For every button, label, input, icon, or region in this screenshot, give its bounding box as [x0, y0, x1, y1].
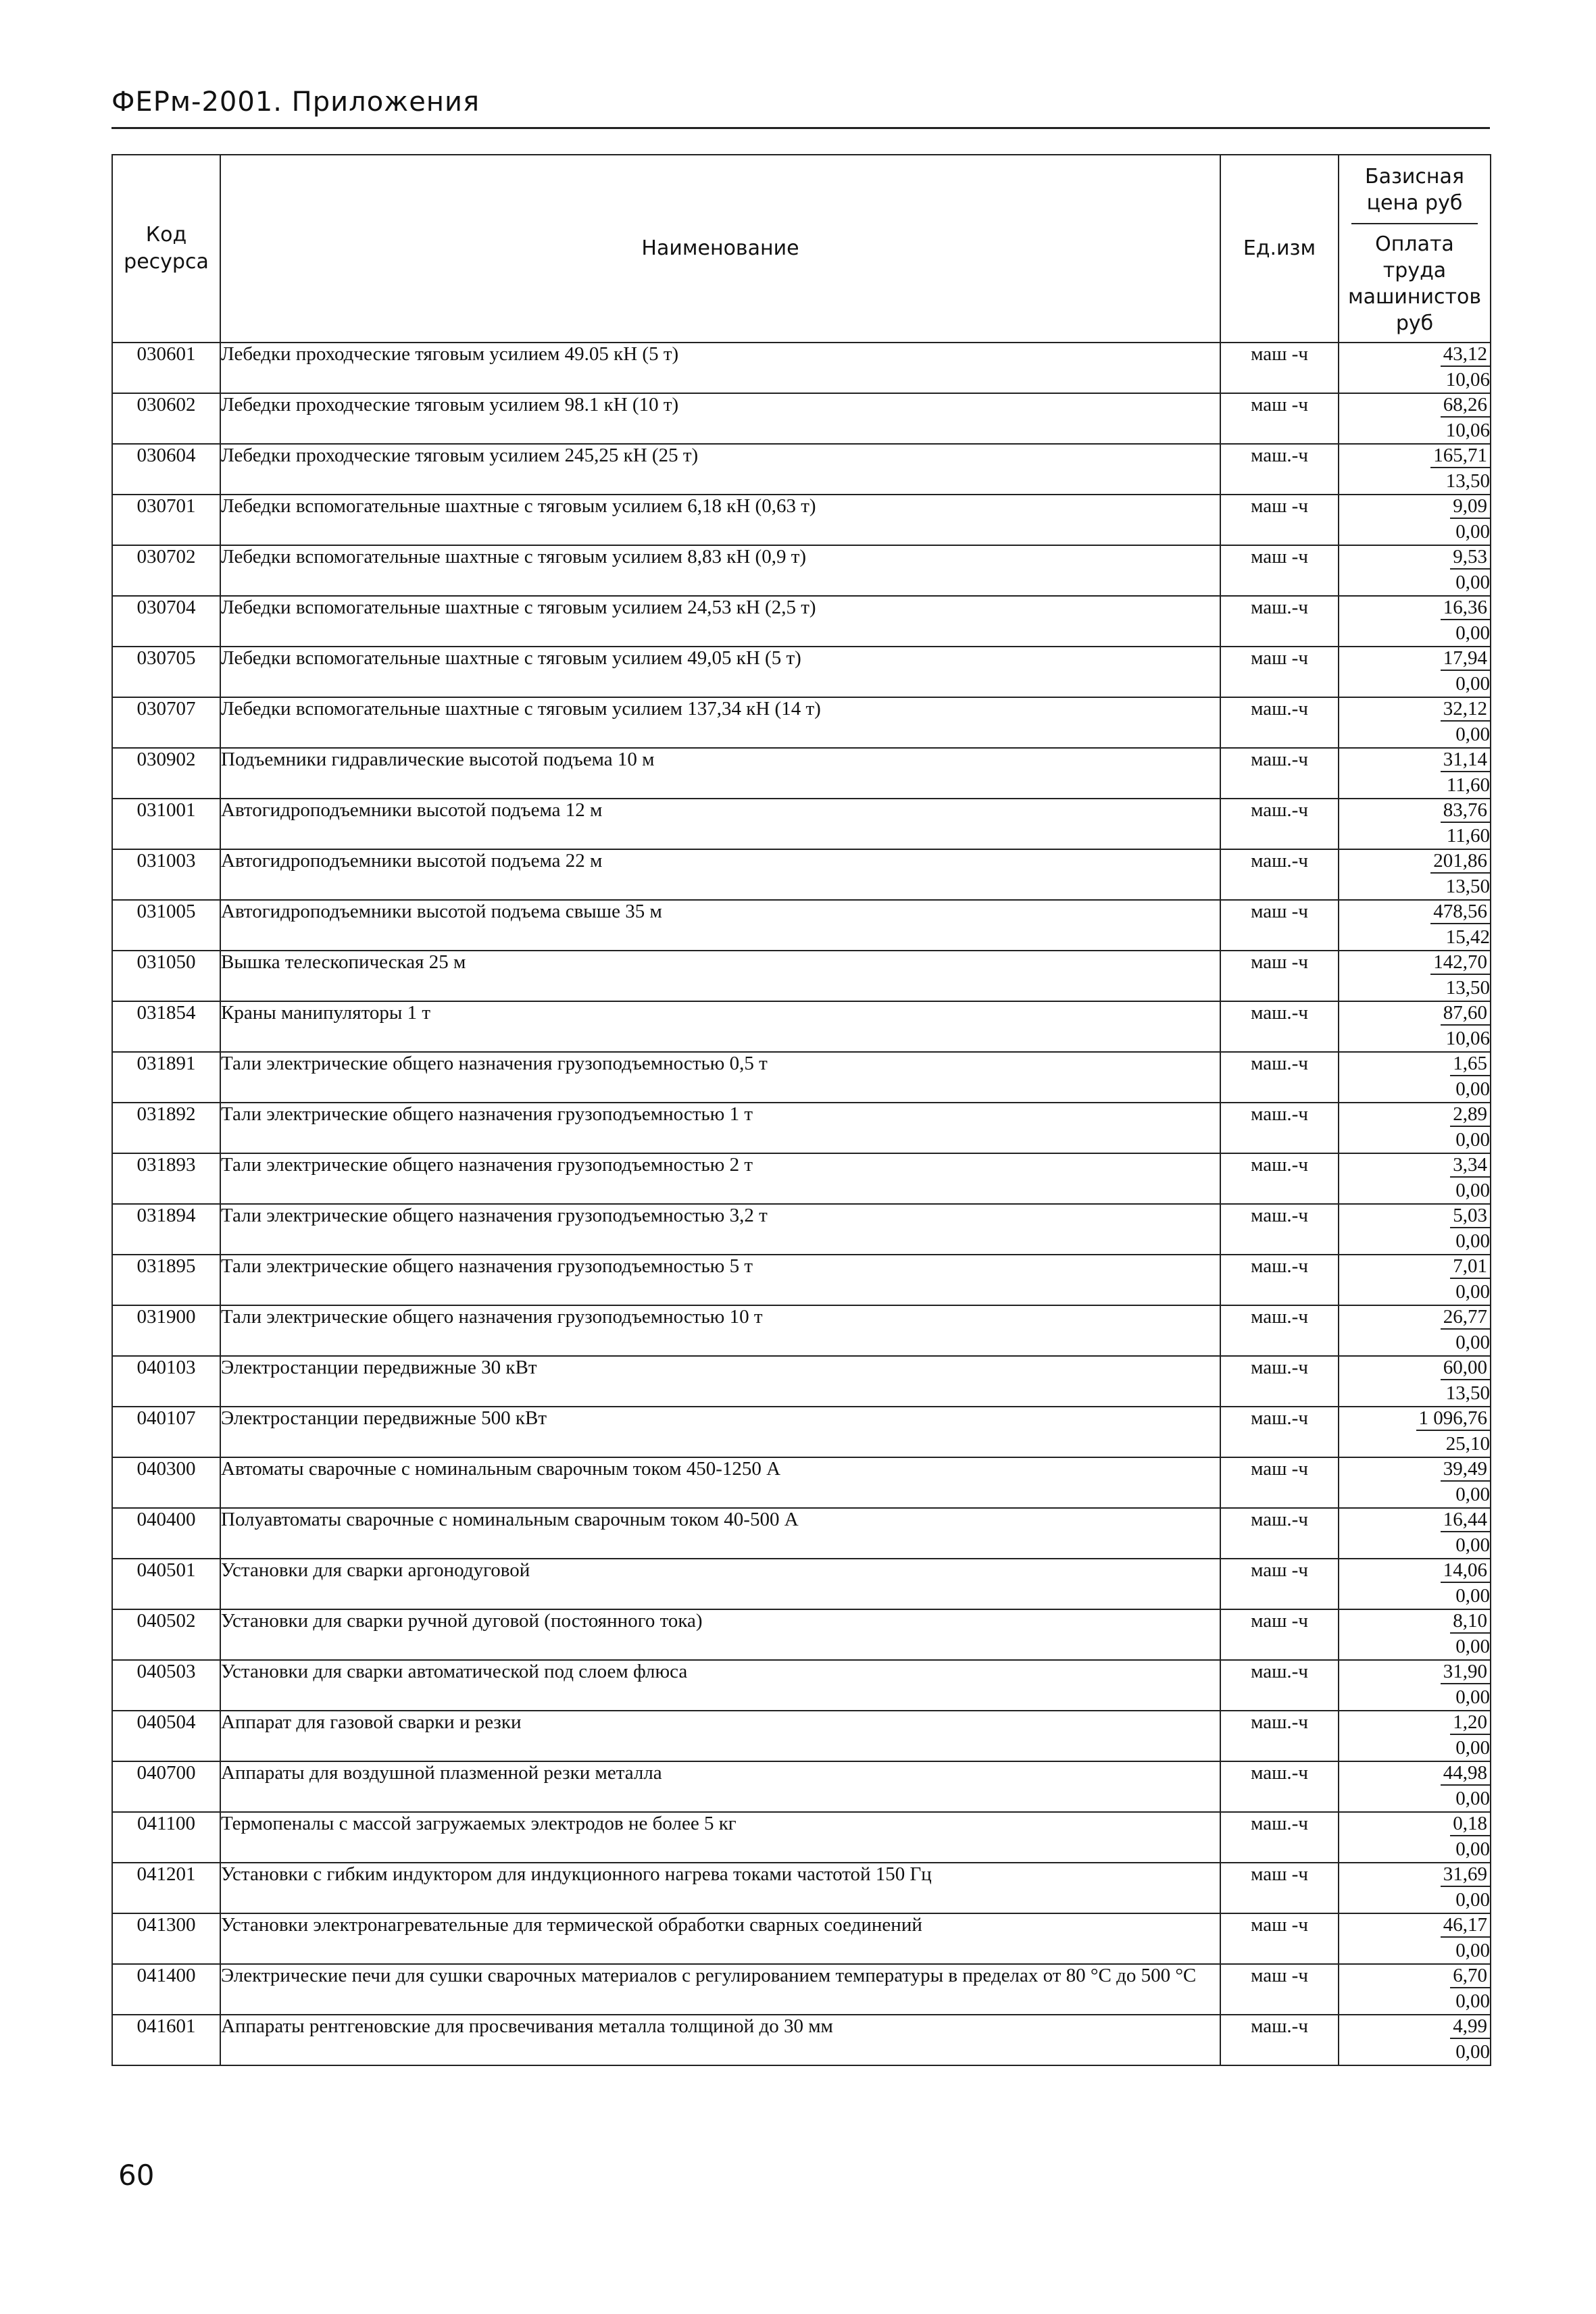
base-price: 31,14: [1441, 749, 1490, 772]
operator-labor-cost: 15,42: [1445, 926, 1490, 949]
resource-unit: маш -ч: [1220, 495, 1339, 545]
base-price: 17,94: [1441, 647, 1490, 671]
document-title: ФЕРм-2001. Приложения: [111, 86, 480, 118]
resource-unit: маш.-ч: [1220, 1356, 1339, 1407]
resource-name: Установки для сварки автоматической под слоем флюса: [220, 1660, 1220, 1711]
resource-unit: маш.-ч: [1220, 1204, 1339, 1255]
resource-name: Аппараты рентгеновские для просвечивания металла толщиной до 30 мм: [220, 2015, 1220, 2065]
base-price: 7,01: [1450, 1255, 1490, 1279]
base-price-wrap: [1339, 1154, 1490, 1178]
resource-name: Подъемники гидравлические высотой подъема 10 м: [220, 748, 1220, 799]
base-price: 46,17: [1441, 1914, 1490, 1938]
resource-name: Лебедки вспомогательные шахтные с тяговым усилием 6,18 кН (0,63 т): [220, 495, 1220, 545]
resource-unit: маш -ч: [1220, 1457, 1339, 1508]
resource-price-cell: [1339, 343, 1491, 393]
resource-price-cell: [1339, 1812, 1491, 1863]
table-row: [112, 596, 1491, 647]
operator-labor-cost: 11,60: [1446, 774, 1490, 797]
base-price-wrap: [1339, 1762, 1490, 1786]
resource-unit: маш.-ч: [1220, 1660, 1339, 1711]
base-price-wrap: [1339, 749, 1490, 772]
resource-code: 031893: [112, 1153, 220, 1204]
resource-code: 040502: [112, 1609, 220, 1660]
table-row: [112, 495, 1491, 545]
resource-name: Тали электрические общего назначения грузоподъемностью 2 т: [220, 1153, 1220, 1204]
base-price-wrap: [1339, 1914, 1490, 1938]
table-row: [112, 2015, 1491, 2065]
table-row: [112, 1711, 1491, 1761]
base-price-wrap: [1339, 1965, 1490, 1988]
base-price: 0,18: [1450, 1813, 1490, 1836]
operator-labor-cost: 10,06: [1445, 420, 1490, 442]
resource-unit: маш.-ч: [1220, 1761, 1339, 1812]
resource-name: Лебедки проходческие тяговым усилием 98.1 кН (10 т): [220, 393, 1220, 444]
table-row: [112, 343, 1491, 393]
resource-unit: маш.-ч: [1220, 799, 1339, 849]
table-header-row: [112, 155, 1491, 343]
resource-code: 031005: [112, 900, 220, 951]
operator-labor-cost: 11,60: [1446, 825, 1490, 847]
table-row: [112, 1508, 1491, 1559]
base-price-wrap: [1339, 1255, 1490, 1279]
resource-name: Автоматы сварочные с номинальным сварочным током 450-1250 А: [220, 1457, 1220, 1508]
base-price-wrap: [1339, 343, 1490, 367]
resource-name: Аппараты для воздушной плазменной резки металла: [220, 1761, 1220, 1812]
resource-name: Вышка телескопическая 25 м: [220, 951, 1220, 1001]
base-price-wrap: [1339, 1509, 1490, 1532]
page-number: 60: [118, 2159, 155, 2192]
resource-unit: маш.-ч: [1220, 849, 1339, 900]
operator-labor-cost: 0,00: [1455, 1484, 1490, 1506]
resource-name: Установки для сварки аргонодуговой: [220, 1559, 1220, 1609]
base-price-wrap: [1339, 951, 1490, 975]
resource-name: Лебедки вспомогательные шахтные с тяговым усилием 24,53 кН (2,5 т): [220, 596, 1220, 647]
base-price: 68,26: [1441, 394, 1490, 418]
resource-unit: маш -ч: [1220, 900, 1339, 951]
resource-code: 040107: [112, 1407, 220, 1457]
base-price-wrap: [1339, 2015, 1490, 2039]
operator-labor-cost: 0,00: [1455, 1078, 1490, 1101]
resource-name: Электростанции передвижные 30 кВт: [220, 1356, 1220, 1407]
resource-unit: маш.-ч: [1220, 748, 1339, 799]
table-row: [112, 849, 1491, 900]
table-row: [112, 444, 1491, 495]
table-row: [112, 1559, 1491, 1609]
base-price-wrap: [1339, 647, 1490, 671]
table-row: [112, 1001, 1491, 1052]
resource-price-cell: [1339, 697, 1491, 748]
resource-price-cell: [1339, 1052, 1491, 1103]
operator-labor-cost: 10,06: [1445, 369, 1490, 391]
resource-code: 030602: [112, 393, 220, 444]
operator-labor-cost: 0,00: [1455, 1180, 1490, 1202]
base-price: 9,09: [1450, 495, 1490, 519]
operator-labor-cost: 0,00: [1455, 1230, 1490, 1253]
resource-price-cell: [1339, 1711, 1491, 1761]
base-price: 26,77: [1441, 1306, 1490, 1330]
base-price-wrap: [1339, 698, 1490, 722]
resource-price-cell: [1339, 1001, 1491, 1052]
table-row: [112, 647, 1491, 697]
resource-name: Термопеналы с массой загружаемых электродов не более 5 кг: [220, 1812, 1220, 1863]
resource-code: 030604: [112, 444, 220, 495]
resource-unit: маш -ч: [1220, 1964, 1339, 2015]
resource-name: Полуавтоматы сварочные с номинальным сварочным током 40-500 А: [220, 1508, 1220, 1559]
resource-name: Тали электрические общего назначения грузоподъемностью 3,2 т: [220, 1204, 1220, 1255]
resource-unit: маш -ч: [1220, 1863, 1339, 1913]
resource-code: 041400: [112, 1964, 220, 2015]
resource-price-cell: [1339, 1863, 1491, 1913]
resource-unit: маш.-ч: [1220, 1052, 1339, 1103]
resource-code: 031900: [112, 1305, 220, 1356]
base-price-wrap: [1339, 445, 1490, 468]
operator-labor-cost: 0,00: [1455, 2041, 1490, 2063]
resource-code: 040103: [112, 1356, 220, 1407]
resource-price-cell: [1339, 748, 1491, 799]
base-price-wrap: [1339, 394, 1490, 418]
resource-code: 040503: [112, 1660, 220, 1711]
table-row: [112, 1204, 1491, 1255]
operator-labor-cost: 25,10: [1445, 1433, 1490, 1455]
base-price: 60,00: [1441, 1357, 1490, 1380]
resource-code: 040300: [112, 1457, 220, 1508]
resource-name: Автогидроподъемники высотой подъема свыше 35 м: [220, 900, 1220, 951]
base-price: 4,99: [1450, 2015, 1490, 2039]
base-price-wrap: [1339, 1103, 1490, 1127]
table-row: [112, 545, 1491, 596]
header-divider: [111, 127, 1490, 129]
base-price-wrap: [1339, 901, 1490, 924]
base-price: 87,60: [1441, 1002, 1490, 1026]
table-row: [112, 951, 1491, 1001]
resource-price-cell: [1339, 444, 1491, 495]
resource-name: Автогидроподъемники высотой подъема 22 м: [220, 849, 1220, 900]
resource-price-cell: [1339, 1204, 1491, 1255]
base-price: 32,12: [1441, 698, 1490, 722]
operator-labor-cost: 0,00: [1455, 1990, 1490, 2013]
resource-price-cell: [1339, 1356, 1491, 1407]
base-price: 44,98: [1441, 1762, 1490, 1786]
operator-labor-cost: 0,00: [1455, 1788, 1490, 1810]
resource-unit: маш -ч: [1220, 545, 1339, 596]
resource-code: 041201: [112, 1863, 220, 1913]
resource-code: 030707: [112, 697, 220, 748]
resource-unit: маш.-ч: [1220, 1711, 1339, 1761]
resource-unit: маш.-ч: [1220, 1508, 1339, 1559]
resource-name: Тали электрические общего назначения грузоподъемностью 10 т: [220, 1305, 1220, 1356]
operator-labor-cost: 0,00: [1455, 622, 1490, 645]
resource-unit: маш.-ч: [1220, 1153, 1339, 1204]
resource-unit: маш.-ч: [1220, 697, 1339, 748]
resource-name: Краны манипуляторы 1 т: [220, 1001, 1220, 1052]
table-body: [112, 343, 1491, 2065]
operator-labor-cost: 0,00: [1455, 1940, 1490, 1962]
base-price-wrap: [1339, 1610, 1490, 1634]
header-name: Наименование: [220, 155, 1220, 343]
resource-price-cell: [1339, 596, 1491, 647]
operator-labor-cost: 13,50: [1445, 470, 1490, 493]
resource-price-cell: [1339, 1457, 1491, 1508]
resource-name: Лебедки проходческие тяговым усилием 245,25 кН (25 т): [220, 444, 1220, 495]
resource-code: 041100: [112, 1812, 220, 1863]
resource-code: 031894: [112, 1204, 220, 1255]
resource-unit: маш -ч: [1220, 647, 1339, 697]
resource-code: 030701: [112, 495, 220, 545]
base-price: 3,34: [1450, 1154, 1490, 1178]
base-price-wrap: [1339, 495, 1490, 519]
operator-labor-cost: 0,00: [1455, 1585, 1490, 1607]
resource-code: 031003: [112, 849, 220, 900]
base-price-wrap: [1339, 546, 1490, 570]
base-price-wrap: [1339, 1053, 1490, 1076]
header-unit: Ед.изм: [1220, 155, 1339, 343]
resource-price-cell: [1339, 1609, 1491, 1660]
resource-unit: маш.-ч: [1220, 1103, 1339, 1153]
resource-price-cell: [1339, 393, 1491, 444]
resource-unit: маш -ч: [1220, 1559, 1339, 1609]
operator-labor-cost: 0,00: [1455, 521, 1490, 543]
base-price: 142,70: [1430, 951, 1490, 975]
base-price-wrap: [1339, 1661, 1490, 1684]
resource-code: 031892: [112, 1103, 220, 1153]
resource-unit: маш.-ч: [1220, 1255, 1339, 1305]
resource-code: 040400: [112, 1508, 220, 1559]
operator-labor-cost: 0,00: [1455, 572, 1490, 594]
table-row: [112, 1305, 1491, 1356]
resource-unit: маш -ч: [1220, 343, 1339, 393]
base-price: 14,06: [1441, 1559, 1490, 1583]
resource-name: Тали электрические общего назначения грузоподъемностью 5 т: [220, 1255, 1220, 1305]
resource-code: 031895: [112, 1255, 220, 1305]
resource-name: Тали электрические общего назначения грузоподъемностью 1 т: [220, 1103, 1220, 1153]
table-row: [112, 697, 1491, 748]
table-row: [112, 1660, 1491, 1711]
resource-code: 031854: [112, 1001, 220, 1052]
table-row: [112, 799, 1491, 849]
resource-unit: маш.-ч: [1220, 1305, 1339, 1356]
base-price: 1,65: [1450, 1053, 1490, 1076]
table-row: [112, 1356, 1491, 1407]
resource-price-cell: [1339, 1559, 1491, 1609]
base-price-wrap: [1339, 1357, 1490, 1380]
resource-name: Установки для сварки ручной дуговой (постоянного тока): [220, 1609, 1220, 1660]
base-price-wrap: [1339, 1711, 1490, 1735]
resource-name: Установки электронагревательные для термической обработки сварных соединений: [220, 1913, 1220, 1964]
resource-name: Установки с гибким индуктором для индукционного нагрева токами частотой 150 Гц: [220, 1863, 1220, 1913]
base-price: 6,70: [1450, 1965, 1490, 1988]
base-price: 9,53: [1450, 546, 1490, 570]
resource-name: Лебедки вспомогательные шахтные с тяговым усилием 137,34 кН (14 т): [220, 697, 1220, 748]
base-price-wrap: [1339, 1407, 1490, 1431]
operator-labor-cost: 0,00: [1455, 1838, 1490, 1861]
resource-price-cell: [1339, 799, 1491, 849]
resource-code: 040501: [112, 1559, 220, 1609]
base-price-wrap: [1339, 597, 1490, 620]
base-price: 31,90: [1441, 1661, 1490, 1684]
resource-price-cell: [1339, 1761, 1491, 1812]
table-row: [112, 1812, 1491, 1863]
table-row: [112, 1153, 1491, 1204]
table-row: [112, 393, 1491, 444]
operator-labor-cost: 13,50: [1445, 1382, 1490, 1405]
resource-unit: маш.-ч: [1220, 1812, 1339, 1863]
resource-code: 040700: [112, 1761, 220, 1812]
resource-unit: маш.-ч: [1220, 1407, 1339, 1457]
resource-code: 030601: [112, 343, 220, 393]
resource-unit: маш.-ч: [1220, 2015, 1339, 2065]
base-price: 31,69: [1441, 1863, 1490, 1887]
resource-name: Лебедки вспомогательные шахтные с тяговым усилием 8,83 кН (0,9 т): [220, 545, 1220, 596]
table-row: [112, 1103, 1491, 1153]
base-price: 5,03: [1450, 1205, 1490, 1228]
base-price: 1,20: [1450, 1711, 1490, 1735]
base-price-wrap: [1339, 1458, 1490, 1482]
operator-labor-cost: 0,00: [1455, 724, 1490, 746]
operator-labor-cost: 0,00: [1455, 1332, 1490, 1354]
resource-unit: маш -ч: [1220, 1913, 1339, 1964]
base-price: 16,44: [1441, 1509, 1490, 1532]
resource-name: Электростанции передвижные 500 кВт: [220, 1407, 1220, 1457]
base-price: 165,71: [1430, 445, 1490, 468]
resource-price-cell: [1339, 495, 1491, 545]
resource-price-cell: [1339, 1153, 1491, 1204]
operator-labor-cost: 0,00: [1455, 673, 1490, 695]
operator-labor-cost: 10,06: [1445, 1028, 1490, 1050]
resource-code: 041601: [112, 2015, 220, 2065]
resource-price-cell: [1339, 1508, 1491, 1559]
resource-price-cell: [1339, 1305, 1491, 1356]
resource-code: 030702: [112, 545, 220, 596]
header-price: [1339, 155, 1491, 343]
resource-name: Электрические печи для сушки сварочных материалов с регулированием температуры в пределах от 80 °С до 500 °С: [220, 1964, 1220, 2015]
operator-labor-cost: 0,00: [1455, 1686, 1490, 1709]
table-row: [112, 1255, 1491, 1305]
resource-price-cell: [1339, 647, 1491, 697]
resource-price-cell: [1339, 1964, 1491, 2015]
operator-labor-cost: 0,00: [1455, 1737, 1490, 1759]
resource-name: Аппарат для газовой сварки и резки: [220, 1711, 1220, 1761]
table-row: [112, 1407, 1491, 1457]
base-price: 43,12: [1441, 343, 1490, 367]
base-price-wrap: [1339, 850, 1490, 874]
resources-table: [111, 154, 1491, 2066]
resource-price-cell: [1339, 951, 1491, 1001]
base-price: 16,36: [1441, 597, 1490, 620]
operator-labor-cost: 0,00: [1455, 1636, 1490, 1658]
table-row: [112, 1761, 1491, 1812]
resource-price-cell: [1339, 1407, 1491, 1457]
operator-labor-cost: 13,50: [1445, 977, 1490, 999]
base-price: 478,56: [1430, 901, 1490, 924]
resource-unit: маш.-ч: [1220, 596, 1339, 647]
header-code: Код ресурса: [112, 155, 220, 343]
base-price-wrap: [1339, 1813, 1490, 1836]
resource-code: 030704: [112, 596, 220, 647]
base-price-wrap: [1339, 1205, 1490, 1228]
base-price-wrap: [1339, 1306, 1490, 1330]
base-price: 201,86: [1430, 850, 1490, 874]
header-price-base: Базисная цена руб: [1365, 165, 1464, 215]
table-row: [112, 1609, 1491, 1660]
base-price-wrap: [1339, 1559, 1490, 1583]
resource-unit: маш.-ч: [1220, 1001, 1339, 1052]
operator-labor-cost: 0,00: [1455, 1281, 1490, 1303]
table-row: [112, 1457, 1491, 1508]
table-row: [112, 900, 1491, 951]
resource-unit: маш.-ч: [1220, 444, 1339, 495]
operator-labor-cost: 0,00: [1455, 1129, 1490, 1151]
base-price: 83,76: [1441, 799, 1490, 823]
resource-code: 041300: [112, 1913, 220, 1964]
resource-code: 030902: [112, 748, 220, 799]
base-price-wrap: [1339, 799, 1490, 823]
base-price: 2,89: [1450, 1103, 1490, 1127]
base-price: 1 096,76: [1416, 1407, 1491, 1431]
resource-code: 030705: [112, 647, 220, 697]
table-row: [112, 1863, 1491, 1913]
resource-code: 031891: [112, 1052, 220, 1103]
resource-price-cell: [1339, 900, 1491, 951]
resource-unit: маш -ч: [1220, 951, 1339, 1001]
table-row: [112, 1964, 1491, 2015]
base-price-wrap: [1339, 1002, 1490, 1026]
operator-labor-cost: 0,00: [1455, 1534, 1490, 1557]
resource-name: Лебедки проходческие тяговым усилием 49.05 кН (5 т): [220, 343, 1220, 393]
table-row: [112, 1052, 1491, 1103]
header-price-labor: Оплата труда машинистов руб: [1347, 232, 1482, 335]
resource-name: Тали электрические общего назначения грузоподъемностью 0,5 т: [220, 1052, 1220, 1103]
operator-labor-cost: 13,50: [1445, 876, 1490, 898]
resource-price-cell: [1339, 545, 1491, 596]
resource-code: 031001: [112, 799, 220, 849]
resource-code: 040504: [112, 1711, 220, 1761]
resource-code: 031050: [112, 951, 220, 1001]
resource-unit: маш -ч: [1220, 1609, 1339, 1660]
resource-price-cell: [1339, 1913, 1491, 1964]
resource-price-cell: [1339, 849, 1491, 900]
resource-unit: маш -ч: [1220, 393, 1339, 444]
resource-price-cell: [1339, 2015, 1491, 2065]
base-price: 8,10: [1450, 1610, 1490, 1634]
base-price-wrap: [1339, 1863, 1490, 1887]
resource-name: Автогидроподъемники высотой подъема 12 м: [220, 799, 1220, 849]
base-price: 39,49: [1441, 1458, 1490, 1482]
resource-name: Лебедки вспомогательные шахтные с тяговым усилием 49,05 кН (5 т): [220, 647, 1220, 697]
table-row: [112, 748, 1491, 799]
table-row: [112, 1913, 1491, 1964]
resource-price-cell: [1339, 1103, 1491, 1153]
operator-labor-cost: 0,00: [1455, 1889, 1490, 1911]
resource-price-cell: [1339, 1660, 1491, 1711]
resource-price-cell: [1339, 1255, 1491, 1305]
